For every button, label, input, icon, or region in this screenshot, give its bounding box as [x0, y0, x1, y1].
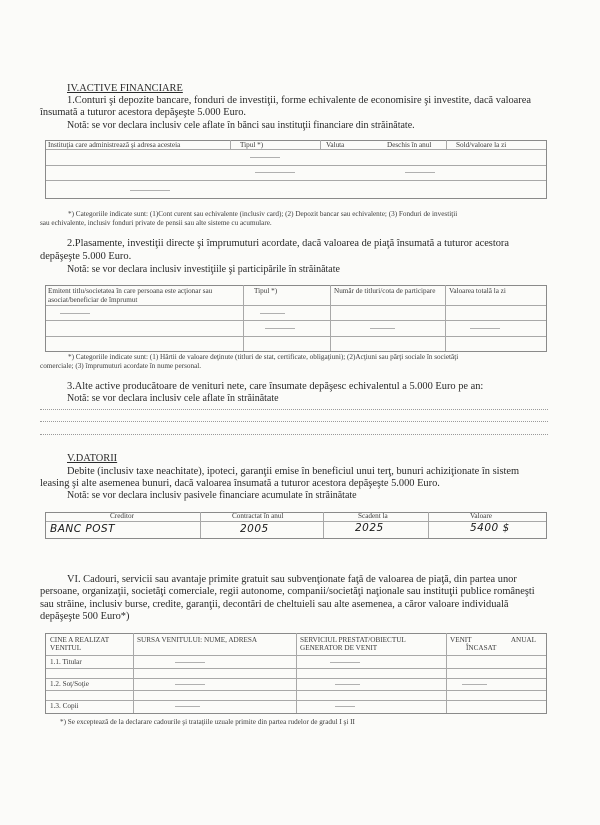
col-income-2: ÎNCASAT	[466, 644, 497, 652]
section-title-financial-assets: IV.ACTIVE FINANCIARE	[67, 83, 183, 94]
assets-item2-footnote: *) Categoriile indicate sunt: (1) Hârtii de valoare deţinute (titluri de stat, certificate, obligaţiuni); (2)Acţiuni sau părţi sociale în societăţi	[68, 353, 459, 361]
col-creditor: Creditor	[110, 512, 134, 520]
col-contracted: Contractat în anul	[232, 512, 284, 520]
assets-item1-text-cont: însumată a tuturor acestora depăşeşte 5.000 Euro.	[40, 107, 247, 118]
col-issuer: Emitent titlu/societatea în care persoana este acţionar sau asociat/beneficiar de împrumut	[48, 287, 213, 304]
assets-item3-note: Notă: se vor declara inclusiv cele aflate în străinătate	[67, 393, 279, 404]
assets-item2-text-cont: depăşeşte 5.000 Euro.	[40, 251, 132, 262]
col-income-1: VENIT ANUAL	[450, 636, 536, 644]
gifts-footnote: *) Se exceptează de la declarare cadourile şi trataţiile uzuale primite din partea rudelor de gradul I şi II	[60, 718, 355, 726]
col-service-1: SERVICIUL PRESTAT/OBIECTUL	[300, 636, 406, 644]
col-who-1: CINE A REALIZAT	[50, 636, 110, 644]
gifts-text-2: persoane, organizaţii, societăţi comerciale, regii autonome, companii/societăţi naţionale sau instituţii publice româneşti	[40, 586, 535, 597]
debt-contracted-year: 2005	[240, 523, 269, 535]
row-holder: 1.1. Titular	[50, 658, 82, 666]
col-who-2: VENITUL	[50, 644, 82, 652]
row-spouse: 1.2. Soţ/Soţie	[50, 680, 89, 688]
section-title-debts: V.DATORII	[67, 453, 118, 464]
assets-item1-note: Notă: se vor declara inclusiv cele aflate în bănci sau instituţii financiare din străinătate.	[67, 120, 415, 131]
debt-creditor: BANC POST	[50, 523, 116, 535]
gifts-text-4: depăşeşte 500 Euro*)	[40, 611, 130, 622]
gifts-text-3: sau străine, inclusiv burse, credite, garanţii, decontări de cheltuieli sau alte asemenea, a căror valoare individuală	[40, 599, 509, 610]
col-opened-year: Deschis în anul	[387, 141, 432, 149]
col-institution: Instituţia care administrează şi adresa acesteia	[48, 141, 181, 149]
col-balance: Sold/valoare la zi	[456, 141, 507, 149]
col-value: Valoare	[470, 512, 492, 520]
col-shares: Număr de titluri/cota de participare	[334, 287, 436, 295]
gifts-text: VI. Cadouri, servicii sau avantaje primite gratuit sau subvenţionate faţă de valoarea de piaţă, din partea unor	[67, 574, 517, 585]
assets-item3-text: 3.Alte active producătoare de venituri nete, care însumate depăşesc echivalentul a 5.000 Euro pe an:	[67, 381, 484, 392]
assets-item1-text: 1.Conturi şi depozite bancare, fonduri de investiţii, forme echivalente de economisire şi investite, dacă valoarea	[67, 95, 531, 106]
col-total-value: Valoarea totală la zi	[449, 287, 506, 295]
col-due: Scadent la	[358, 512, 388, 520]
assets-item1-footnote-cont: sau echivalente, inclusiv fonduri private de pensii sau alte sisteme cu acumulare.	[40, 219, 272, 227]
debts-note: Notă: se vor declara inclusiv pasivele financiare acumulate în străinătate	[67, 490, 357, 501]
assets-item2-footnote-cont: comerciale; (3) împrumuturi acordate în nume personal.	[40, 362, 202, 370]
assets-item2-text: 2.Plasamente, investiţii directe şi împrumuturi acordate, dacă valoarea de piaţă însumată a tuturor acestora	[67, 238, 510, 249]
col-investment-type: Tipul *)	[254, 287, 278, 295]
col-service-2: GENERATOR DE VENIT	[300, 644, 378, 652]
row-children: 1.3. Copii	[50, 702, 79, 710]
col-type: Tipul *)	[240, 141, 264, 149]
assets-item2-note: Notă: se vor declara inclusiv investiţiile şi participările în străinătate	[67, 264, 340, 275]
debt-due-year: 2025	[355, 522, 384, 534]
col-source: SURSA VENITULUI: NUME, ADRESA	[137, 636, 258, 644]
col-currency: Valuta	[326, 141, 345, 149]
debt-value: 5400 $	[470, 522, 510, 534]
debts-text-cont: leasing şi alte asemenea bunuri, dacă valoarea însumată a tuturor acestora depăşeşte 5.000 Euro.	[40, 478, 440, 489]
assets-item1-footnote: *) Categoriile indicate sunt: (1)Cont curent sau echivalente (inclusiv card); (2) Depozit bancar sau echivalente; (3) Fonduri de investiţii	[68, 210, 458, 218]
debts-text: Debite (inclusiv taxe neachitate), ipoteci, garanţii emise în beneficiul unui terţ, bunuri achiziţionate în sistem	[67, 466, 520, 477]
